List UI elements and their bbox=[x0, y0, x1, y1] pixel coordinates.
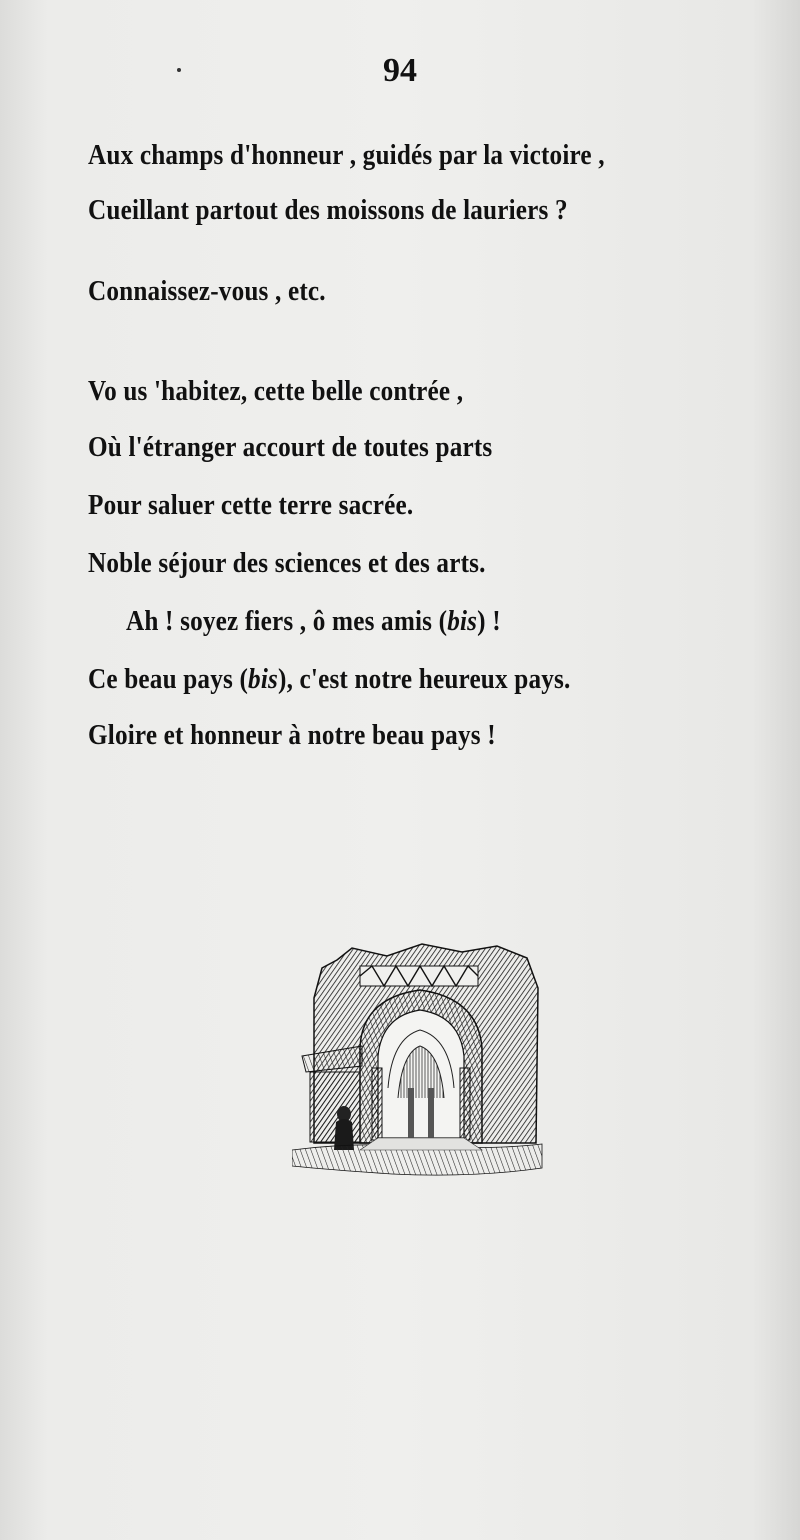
bis-marker: bis bbox=[248, 664, 278, 695]
page-number: 94 bbox=[383, 52, 417, 89]
verse-line: Connaissez-vous , etc. bbox=[88, 276, 326, 307]
refrain-text-end: ), c'est notre heureux pays. bbox=[277, 664, 571, 695]
verse-line: Noble séjour des sciences et des arts. bbox=[88, 548, 486, 579]
verse-line: Gloire et honneur à notre beau pays ! bbox=[88, 720, 496, 751]
verse-line: Où l'étranger accourt de toutes parts bbox=[88, 432, 493, 463]
verse-line: Pour saluer cette terre sacrée. bbox=[88, 490, 414, 521]
refrain-text-end: ) ! bbox=[477, 606, 501, 637]
verse-line: Vo us 'habitez, cette belle contrée , bbox=[88, 376, 464, 407]
refrain-line bbox=[126, 606, 501, 638]
bis-marker: bis bbox=[447, 606, 478, 637]
gothic-archway-engraving bbox=[292, 938, 547, 1190]
refrain-text: Ce beau pays ( bbox=[88, 664, 249, 695]
verse-line: Aux champs d'honneur , guidés par la victoire , bbox=[88, 140, 605, 171]
refrain-text: Ah ! soyez fiers , ô mes amis ( bbox=[126, 606, 448, 637]
verse-line: Cueillant partout des moissons de lauriers ? bbox=[88, 195, 568, 226]
refrain-line bbox=[88, 664, 570, 696]
